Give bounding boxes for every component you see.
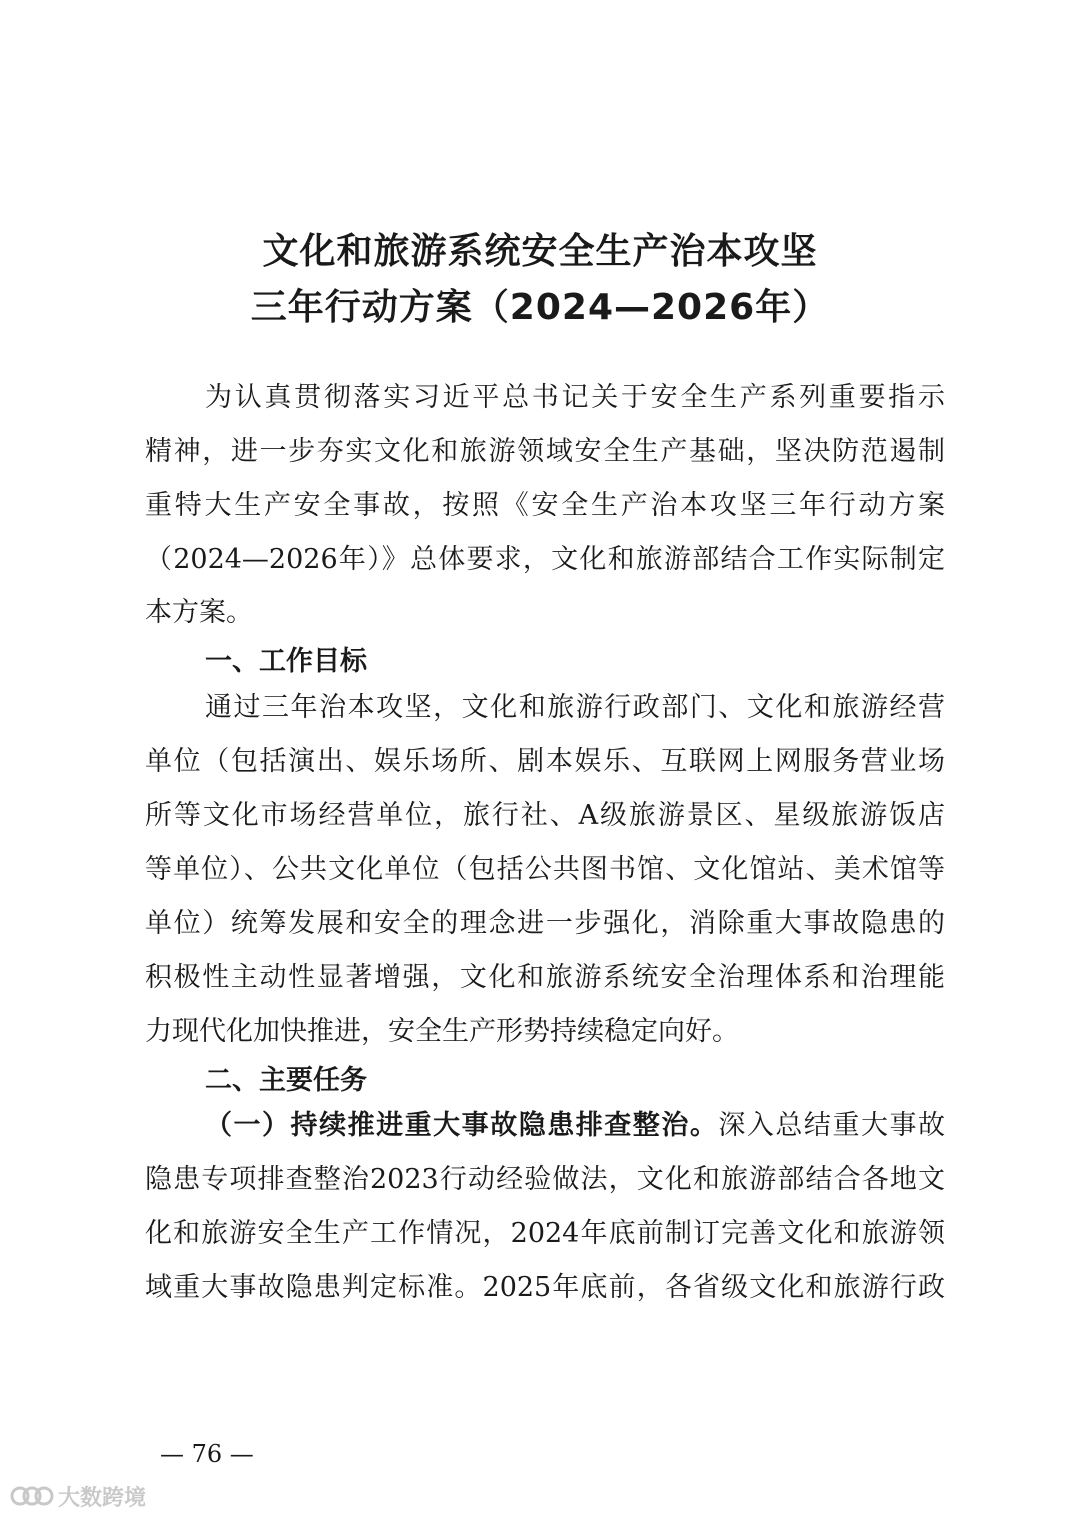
goals-paragraph-line: 单位（包括演出、娱乐场所、剧本娱乐、互联网上网服务营业场 <box>145 746 945 777</box>
task-1-paragraph-line: 化和旅游安全生产工作情况，2024年底前制订完善文化和旅游领 <box>145 1218 945 1249</box>
task-1-first-line <box>205 1112 945 1139</box>
goals-paragraph-line: 等单位）、公共文化单位（包括公共图书馆、文化馆站、美术馆等 <box>145 854 945 885</box>
task-1-paragraph-line: 域重大事故隐患判定标准。2025年底前，各省级文化和旅游行政 <box>145 1272 945 1303</box>
goals-paragraph-line: 力现代化加快推进，安全生产形势持续稳定向好。 <box>145 1016 739 1047</box>
page-number: — 76 — <box>160 1440 254 1468</box>
goals-paragraph-line: 通过三年治本攻坚，文化和旅游行政部门、文化和旅游经营 <box>205 692 945 723</box>
intro-paragraph-line: 精神，进一步夯实文化和旅游领域安全生产基础，坚决防范遏制 <box>145 436 945 467</box>
goals-paragraph-line: 积极性主动性显著增强，文化和旅游系统安全治理体系和治理能 <box>145 962 945 993</box>
task-1-heading: （一）持续推进重大事故隐患排查整治。 <box>205 1110 719 1141</box>
task-1-paragraph-line: 隐患专项排查整治2023行动经验做法，文化和旅游部结合各地文 <box>145 1164 945 1195</box>
document-title-line-2: 三年行动方案（2024—2026年） <box>250 287 830 328</box>
section-heading-tasks: 二、主要任务 <box>205 1065 367 1096</box>
watermark <box>10 1476 146 1516</box>
intro-paragraph-line: 重特大生产安全事故，按照《安全生产治本攻坚三年行动方案 <box>145 490 945 521</box>
watermark-logo-icon <box>10 1483 54 1509</box>
goals-paragraph-line: 单位）统筹发展和安全的理念进一步强化，消除重大事故隐患的 <box>145 908 945 939</box>
watermark-text: 大数跨境 <box>58 1485 147 1511</box>
intro-paragraph-line: （2024—2026年）》总体要求，文化和旅游部结合工作实际制定 <box>145 544 945 575</box>
section-heading-goals: 一、工作目标 <box>205 646 367 677</box>
intro-paragraph-line: 本方案。 <box>145 597 253 628</box>
intro-paragraph-line: 为认真贯彻落实习近平总书记关于安全生产系列重要指示 <box>205 382 945 413</box>
document-title-line-1: 文化和旅游系统安全生产治本攻坚 <box>262 231 818 272</box>
task-1-text: 深入总结重大事故 <box>718 1110 945 1141</box>
goals-paragraph-line: 所等文化市场经营单位，旅行社、A级旅游景区、星级旅游饭店 <box>145 800 945 831</box>
